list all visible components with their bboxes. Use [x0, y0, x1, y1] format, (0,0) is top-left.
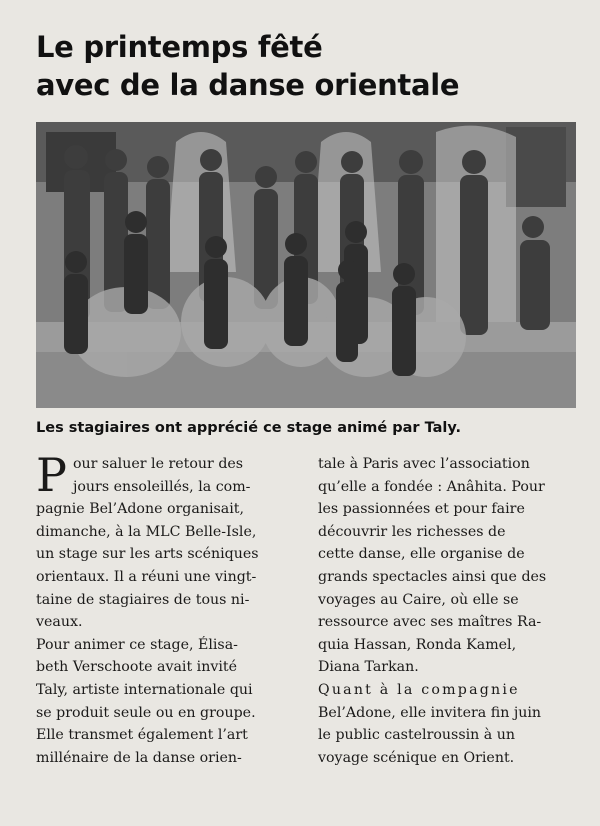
- text-line: Taly, artiste internationale qui: [36, 681, 253, 698]
- text-line: cette danse, elle organise de: [318, 546, 525, 563]
- text-line: veaux.: [36, 614, 83, 631]
- photo-caption: Les stagiaires ont apprécié ce stage animé par Taly.: [36, 420, 462, 436]
- text-line: millénaire de la danse orien-: [36, 749, 242, 766]
- text-line: Bel’Adone, elle invitera fin juin: [318, 704, 542, 721]
- text-line: le public castelroussin à un: [318, 727, 516, 744]
- text-line: les passionnées et pour faire: [318, 501, 525, 518]
- article-column-right: [318, 453, 568, 769]
- paragraph: [318, 453, 568, 679]
- article-column-left: [36, 448, 286, 769]
- text-line: Quant à la compagnie: [318, 681, 520, 698]
- text-line: Diana Tarkan.: [318, 659, 419, 676]
- text-line: qu’elle a fondée : Anâhita. Pour: [318, 478, 545, 495]
- group-photo: [36, 122, 576, 408]
- paragraph: [318, 679, 568, 769]
- text-line: dimanche, à la MLC Belle-Isle,: [36, 523, 257, 540]
- paragraph: [36, 634, 286, 770]
- text-line: our saluer le retour des: [72, 456, 244, 472]
- text-line: un stage sur les arts scéniques: [36, 546, 259, 563]
- text-line: orientaux. Il a réuni une vingt-: [36, 568, 257, 585]
- text-line: pagnie Bel’Adone organisait,: [36, 501, 245, 518]
- text-line: Elle transmet également l’art: [36, 727, 248, 744]
- text-line: beth Verschoote avait invité: [36, 659, 238, 676]
- paragraph: [36, 448, 286, 634]
- dancers-photo-illustration: [36, 122, 576, 408]
- headline-line: avec de la danse orientale: [36, 68, 460, 102]
- text-line: grands spectacles ainsi que des: [318, 568, 547, 585]
- headline-line: Le printemps fêté: [36, 30, 323, 64]
- article-headline: [36, 28, 576, 104]
- drop-cap: P: [36, 448, 67, 502]
- text-line: jours ensoleillés, la com-: [72, 478, 251, 495]
- text-line: Pour animer ce stage, Élisa-: [36, 636, 238, 653]
- text-line: tale à Paris avec l’association: [318, 456, 530, 472]
- text-line: taine de stagiaires de tous ni-: [36, 591, 250, 608]
- text-line: se produit seule ou en groupe.: [36, 704, 256, 721]
- text-line: découvrir les richesses de: [318, 523, 506, 540]
- text-line: voyage scénique en Orient.: [318, 749, 515, 766]
- text-line: quia Hassan, Ronda Kamel,: [318, 636, 517, 653]
- text-line: voyages au Caire, où elle se: [318, 591, 519, 608]
- text-line: ressource avec ses maîtres Ra-: [318, 614, 542, 631]
